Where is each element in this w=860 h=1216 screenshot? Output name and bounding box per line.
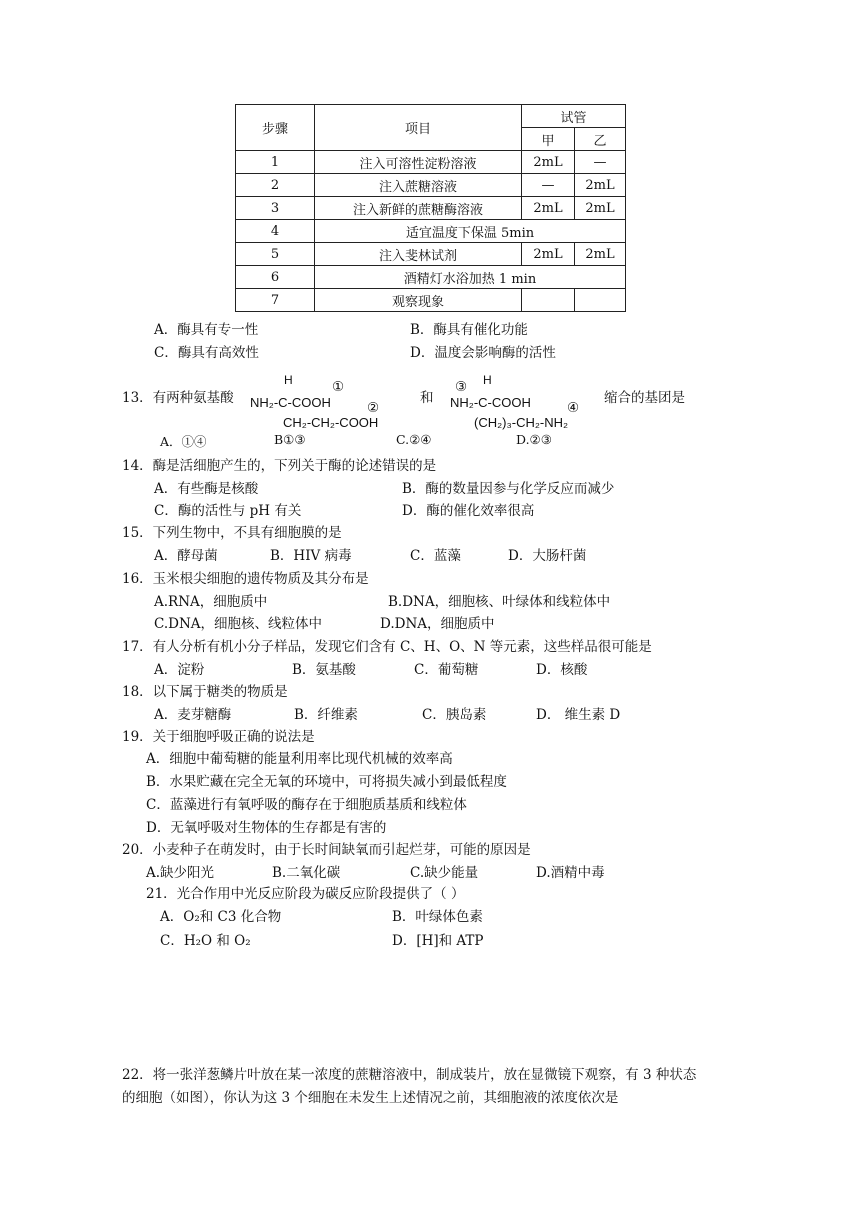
cell-yi: 2mL: [575, 243, 626, 266]
header-item: 项目: [315, 105, 522, 151]
cell-item: 观察现象: [315, 289, 522, 312]
cell-step: 6: [236, 266, 315, 289]
q17-option-a: A．淀粉: [154, 662, 205, 678]
table-row: [236, 197, 626, 220]
cell-step: 1: [236, 151, 315, 174]
q19-option-d: D．无氧呼吸对生物体的生存都是有害的: [146, 820, 387, 836]
cell-yi: [575, 289, 626, 312]
cell-jia: —: [522, 174, 575, 197]
q21-option-a: A．O₂和 C3 化合物: [160, 909, 282, 925]
cell-step: 7: [236, 289, 315, 312]
q15-option-b: B．HIV 病毒: [270, 548, 352, 564]
q19-option-a: A．细胞中葡萄糖的能量利用率比现代机械的效率高: [146, 751, 453, 767]
q16-option-c: C.DNA，细胞核、线粒体中: [154, 616, 323, 632]
cell-jia: 2mL: [522, 151, 575, 174]
q13-and: 和: [420, 390, 434, 406]
q22-line1: 22．将一张洋葱鳞片叶放在某一浓度的蔗糖溶液中，制成装片，放在显微镜下观察，有 3 种状态: [122, 1067, 697, 1083]
cell-yi: —: [575, 151, 626, 174]
cell-step: 4: [236, 220, 315, 243]
q17-option-b: B．氨基酸: [292, 662, 356, 678]
q14-stem: 14．酶是活细胞产生的，下列关于酶的论述错误的是: [122, 458, 437, 474]
q20-stem: 20．小麦种子在萌发时，由于长时间缺氧而引起烂芽，可能的原因是: [122, 842, 531, 858]
q13-mark3: ③: [455, 379, 468, 395]
cell-step: 5: [236, 243, 315, 266]
table-row: [236, 220, 626, 243]
q17-stem: 17．有人分析有机小分子样品，发现它们含有 C、H、O、N 等元素，这些样品很可能是: [122, 639, 652, 655]
q13-mark4: ④: [567, 400, 580, 416]
q21-option-b: B．叶绿体色素: [392, 909, 483, 925]
q17-option-d: D．核酸: [536, 662, 588, 678]
q13-option-c: C.②④: [396, 432, 432, 447]
q20-option-c: C.缺少能量: [410, 865, 479, 881]
q13-formula2-top: NH₂-C-COOH: [450, 395, 531, 410]
q19-option-b: B．水果贮藏在完全无氧的环境中，可将损失减小到最低程度: [146, 774, 507, 790]
q16-option-b: B.DNA，细胞核、叶绿体和线粒体中: [388, 594, 611, 610]
q21-stem: 21．光合作用中光反应阶段为碳反应阶段提供了（ ）: [146, 886, 465, 902]
q13-tail: 缩合的基团是: [604, 390, 685, 406]
q14-option-c: C．酶的活性与 pH 有关: [154, 503, 302, 519]
q13-formula1-top: NH₂-C-COOH: [250, 395, 331, 410]
table-row: [236, 151, 626, 174]
q15-option-a: A．酵母菌: [154, 548, 218, 564]
table-row: [236, 174, 626, 197]
q22-line2: 的细胞（如图），你认为这 3 个细胞在未发生上述情况之前，其细胞液的浓度依次是: [122, 1090, 619, 1106]
q12-option-c: C．酶具有高效性: [154, 345, 259, 361]
q18-option-a: A．麦芽糖酶: [154, 707, 232, 723]
header-step: 步骤: [236, 105, 315, 151]
q21-option-c: C．H₂O 和 O₂: [160, 933, 251, 949]
cell-step: 2: [236, 174, 315, 197]
cell-item: 注入可溶性淀粉溶液: [315, 151, 522, 174]
header-yi: 乙: [575, 128, 626, 151]
q12-option-a: A．酶具有专一性: [154, 322, 259, 338]
experiment-table: [235, 104, 626, 312]
q15-stem: 15．下列生物中，不具有细胞膜的是: [122, 525, 342, 541]
q12-option-b: B．酶具有催化功能: [410, 322, 528, 338]
table-row: [236, 266, 626, 289]
q15-option-c: C．蓝藻: [410, 548, 461, 564]
q13-h2: H: [483, 373, 492, 387]
cell-item: 注入蔗糖溶液: [315, 174, 522, 197]
q13-option-b: B①③: [274, 432, 306, 447]
q14-option-a: A．有些酶是核酸: [154, 481, 259, 497]
cell-jia: 2mL: [522, 197, 575, 220]
cell-step: 3: [236, 197, 315, 220]
q13-stem: 13．有两种氨基酸: [122, 390, 234, 406]
q13-h1: H: [284, 373, 293, 387]
q21-option-d: D．[H]和 ATP: [392, 933, 484, 949]
q13-formula1-bottom: CH₂-CH₂-COOH: [283, 415, 379, 430]
q15-option-d: D．大肠杆菌: [508, 548, 587, 564]
cell-item: 酒精灯水浴加热 1 min: [315, 266, 626, 289]
q20-option-d: D.酒精中毒: [536, 865, 605, 881]
cell-item: 注入斐林试剂: [315, 243, 522, 266]
q14-option-d: D．酶的催化效率很高: [402, 503, 535, 519]
q13-mark2: ②: [367, 400, 380, 416]
q13-option-d: D.②③: [516, 432, 552, 447]
q17-option-c: C．葡萄糖: [414, 662, 479, 678]
cell-jia: [522, 289, 575, 312]
q18-option-d: D． 维生素 D: [536, 707, 621, 723]
q12-option-d: D．温度会影响酶的活性: [410, 345, 556, 361]
q16-option-d: D.DNA，细胞质中: [380, 616, 495, 632]
cell-item: 注入新鲜的蔗糖酶溶液: [315, 197, 522, 220]
q19-option-c: C．蓝藻进行有氧呼吸的酶存在于细胞质基质和线粒体: [146, 797, 467, 813]
q18-stem: 18．以下属于糖类的物质是: [122, 684, 288, 700]
table-row: [236, 289, 626, 312]
q19-stem: 19．关于细胞呼吸正确的说法是: [122, 729, 315, 745]
q13-mark1: ①: [332, 379, 345, 395]
q20-option-a: A.缺少阳光: [146, 865, 215, 881]
q16-stem: 16．玉米根尖细胞的遗传物质及其分布是: [122, 571, 369, 587]
header-jia: 甲: [522, 128, 575, 151]
cell-yi: 2mL: [575, 197, 626, 220]
table-row: [236, 243, 626, 266]
header-tube: 试管: [522, 105, 626, 128]
q13-formula2-bottom: (CH₂)₃-CH₂-NH₂: [474, 415, 569, 430]
q14-option-b: B．酶的数量因参与化学反应而减少: [402, 481, 615, 497]
q16-option-a: A.RNA，细胞质中: [154, 594, 268, 610]
q20-option-b: B.二氧化碳: [272, 865, 341, 881]
q18-option-b: B．纤维素: [294, 707, 358, 723]
q18-option-c: C．胰岛素: [422, 707, 487, 723]
cell-jia: 2mL: [522, 243, 575, 266]
q13-option-a: A．①④: [160, 434, 207, 449]
cell-yi: 2mL: [575, 174, 626, 197]
cell-item: 适宜温度下保温 5min: [315, 220, 626, 243]
